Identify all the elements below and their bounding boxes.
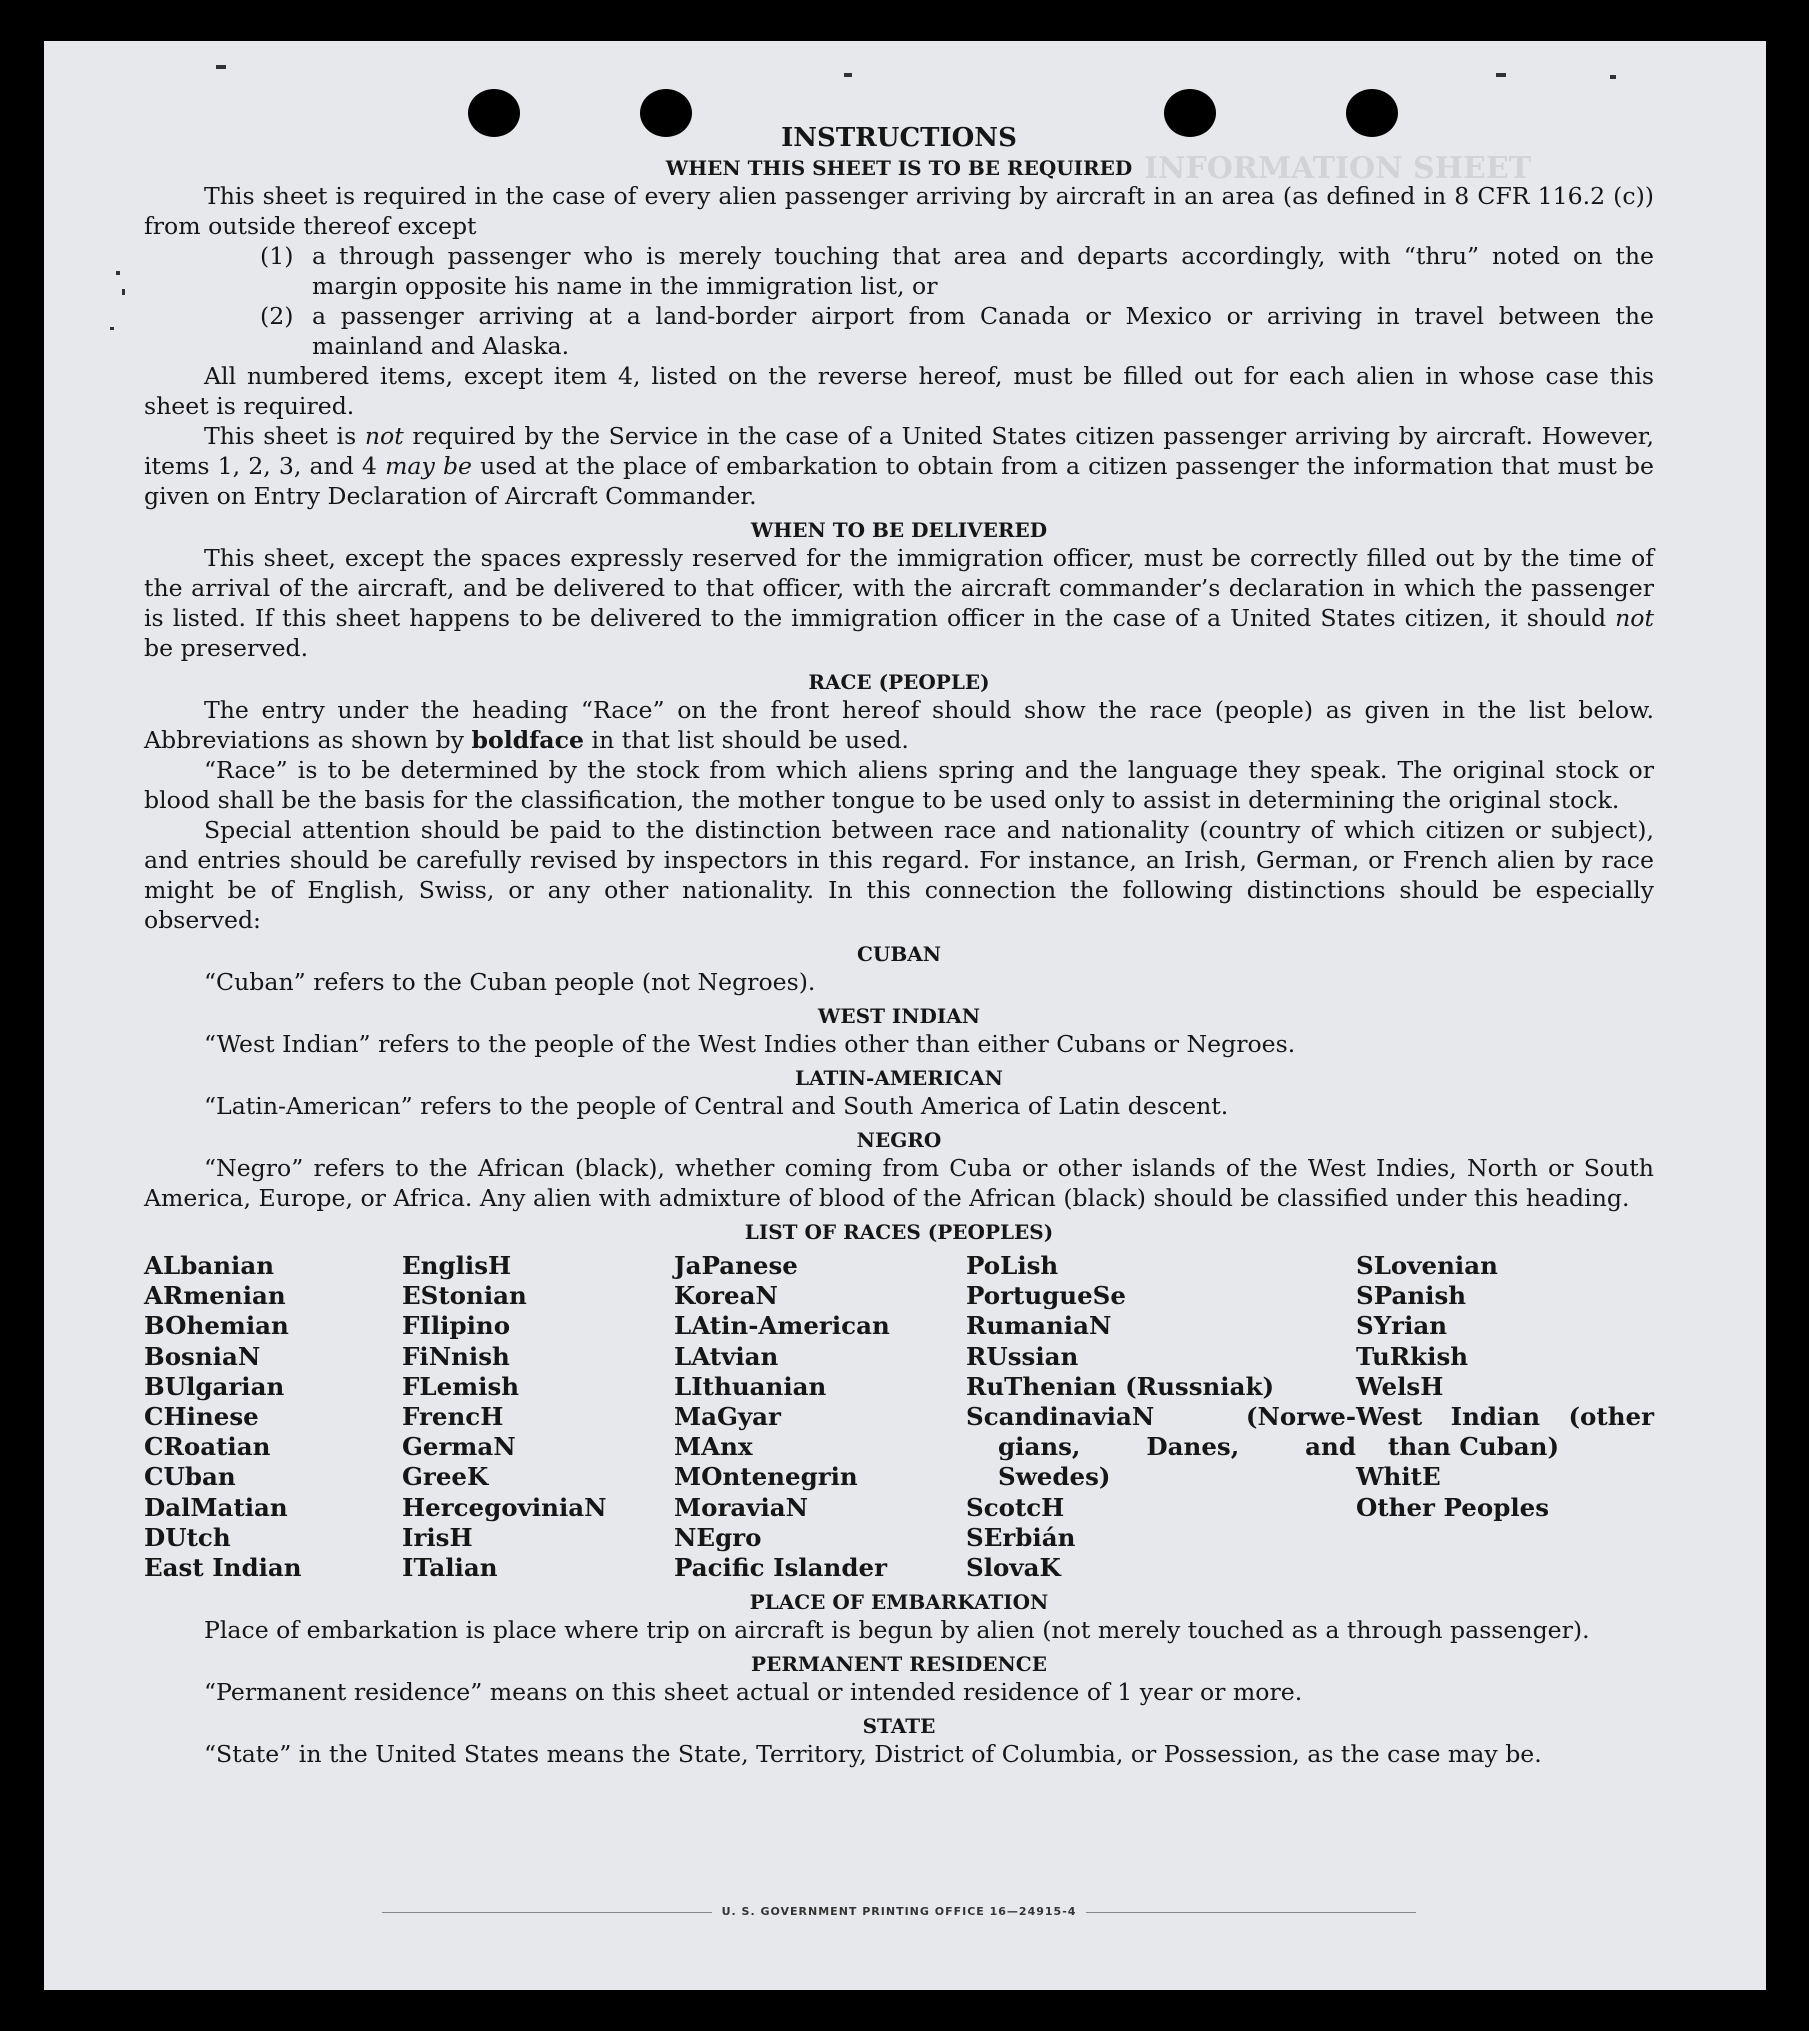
heading-latin-american: LATIN-AMERICAN (795, 1066, 1003, 1090)
paragraph: “State” in the United States means the State, Territory, District of Columbia, or Possession, as the case may be. (204, 1740, 1542, 1769)
race-entry: EStonian (402, 1281, 527, 1311)
races-column-5 (1356, 1251, 1654, 1583)
race-entry: FLemish (402, 1371, 520, 1401)
heading-race: RACE (PEOPLE) (808, 670, 990, 694)
race-entry: LIthuanian (674, 1371, 827, 1401)
race-entry: MoraviaN (674, 1492, 809, 1522)
race-entry: DUtch (144, 1522, 231, 1552)
race-entry: LAtvian (674, 1341, 779, 1371)
paragraph: This sheet is not required by the Service in the case of a United States citizen passenger arriving by aircraft. However, items 1, 2, 3, and 4 may be used at the place of embarkation to obtain from a citizen passenger the information that must be given on Entry Declaration of Aircraft Commander. (144, 422, 1654, 510)
paragraph: “Latin-American” refers to the people of Central and South America of Latin descent. (204, 1092, 1229, 1120)
paragraph: “Permanent residence” means on this sheet actual or intended residence of 1 year or more. (204, 1678, 1303, 1707)
race-entry: GreeK (402, 1462, 489, 1492)
race-entry: CHinese (144, 1402, 259, 1432)
race-entry: West Indian (other (1356, 1402, 1654, 1432)
heading-list-of-races: LIST OF RACES (PEOPLES) (744, 1220, 1054, 1244)
paragraph: “West Indian” refers to the people of the West Indies other than either Cubans or Negroes. (204, 1030, 1296, 1058)
race-entry: PoLish (966, 1251, 1059, 1280)
paragraph: This sheet is required in the case of every alien passenger arriving by aircraft in an area (as defined in 8 CFR 116.2 (c)) from outside thereof except (144, 182, 1654, 240)
paragraph: All numbered items, except item 4, listed on the reverse hereof, must be filled out for each alien in whose case this sheet is required. (144, 362, 1654, 420)
race-entry: IrisH (402, 1522, 473, 1552)
paragraph: “Negro” refers to the African (black), whether coming from Cuba or other islands of the West Indies, North or South America, Europe, or Africa. Any alien with admixture of blood of the African (black) should be classified under this heading. (144, 1154, 1654, 1212)
heading-place-of-embarkation: PLACE OF EMBARKATION (749, 1590, 1049, 1615)
race-entry: East Indian (144, 1553, 302, 1583)
race-entry-continued: than Cuban) (1388, 1432, 1560, 1462)
race-entry: Pacific Islander (674, 1553, 887, 1583)
speck (1496, 73, 1506, 77)
exception-item-1 (144, 241, 1654, 301)
race-entry: SPanish (1356, 1281, 1467, 1311)
paragraph: The entry under the heading “Race” on the front hereof should show the race (people) as given in the list below. Abbreviations as shown by boldface in that list should be used. (144, 696, 1654, 754)
race-entry: BosniaN (144, 1341, 261, 1371)
paragraph: Special attention should be paid to the distinction between race and nationality (country of which citizen or subject), and entries should be carefully revised by inspectors in this regard. For instance, an Irish, German, or French alien by race might be of English, Swiss, or any other nationality. In this connection the following distinctions should be especially observed: (144, 816, 1654, 934)
race-entry: FrencH (402, 1402, 504, 1432)
paragraph: “Race” is to be determined by the stock from which aliens spring and the language they speak. The original stock or blood shall be the basis for the classification, the mother tongue to be used only to assist in determining the original stock. (144, 756, 1654, 814)
race-entry: CUban (144, 1462, 236, 1492)
race-entry: GermaN (402, 1432, 516, 1462)
item-number: (2) (260, 302, 294, 330)
race-entry: MaGyar (674, 1402, 781, 1432)
item-number: (1) (260, 242, 294, 270)
heading-state: STATE (862, 1714, 936, 1739)
footer-rule (1086, 1912, 1416, 1913)
race-entry: WelsH (1356, 1371, 1444, 1401)
heading-when-delivered: WHEN TO BE DELIVERED (750, 518, 1048, 542)
race-entry: BUlgarian (144, 1371, 285, 1401)
item-text: a through passenger who is merely touching that area and departs accordingly, with “thru” noted on the margin opposite his name in the immigration list, or (312, 242, 1654, 300)
item-text: a passenger arriving at a land-border airport from Canada or Mexico or arriving in travel between the mainland and Alaska. (312, 302, 1654, 360)
speck (110, 327, 114, 330)
race-entry: FiNnish (402, 1341, 510, 1371)
race-entry: ARmenian (144, 1281, 286, 1311)
race-entry: LAtin-American (674, 1311, 890, 1341)
race-entry: CRoatian (144, 1432, 271, 1462)
race-entry: SErbián (966, 1522, 1076, 1552)
race-entry: RUssian (966, 1341, 1079, 1371)
race-entry: TuRkish (1356, 1341, 1469, 1371)
speck (116, 271, 120, 275)
race-entry: EnglisH (402, 1251, 512, 1280)
races-list (144, 1251, 1654, 1583)
race-entry: BOhemian (144, 1311, 289, 1341)
race-entry: SYrian (1356, 1311, 1448, 1341)
races-column-4 (966, 1251, 1356, 1583)
race-entry: Other Peoples (1356, 1492, 1550, 1522)
heading-when-required: WHEN THIS SHEET IS TO BE REQUIRED (665, 156, 1133, 180)
race-entry-continued: Swedes) (998, 1462, 1111, 1492)
heading-west-indian: WEST INDIAN (817, 1004, 981, 1028)
speck (1610, 75, 1616, 79)
paragraph: This sheet, except the spaces expressly reserved for the immigration officer, must be correctly filled out by the time of the arrival of the aircraft, and be delivered to that officer, with the aircraft commander’s declaration in which the passenger is listed. If this sheet happens to be delivered to the immigration officer in the case of a United States citizen, it should not be preserved. (144, 544, 1654, 662)
speck (216, 65, 226, 69)
document-sheet (44, 41, 1766, 1990)
page-title: INSTRUCTIONS (781, 123, 1017, 153)
race-entry: ScotcH (966, 1492, 1065, 1522)
race-entry: ScandinaviaN (Norwe- (966, 1402, 1356, 1432)
heading-negro: NEGRO (856, 1128, 942, 1152)
speck (122, 289, 125, 295)
race-entry: RuThenian (Russniak) (966, 1371, 1275, 1401)
footer-rule (382, 1912, 712, 1913)
races-column-2 (402, 1251, 674, 1583)
exception-item-2 (144, 301, 1654, 361)
races-column-1 (144, 1251, 402, 1583)
speck (844, 73, 852, 77)
race-entry: WhitE (1356, 1462, 1441, 1492)
race-entry: ALbanian (144, 1251, 275, 1280)
race-entry: ITalian (402, 1553, 498, 1583)
heading-permanent-residence: PERMANENT RESIDENCE (751, 1652, 1047, 1677)
printing-office-footer (144, 1905, 1654, 1918)
race-entry: FIlipino (402, 1311, 511, 1341)
instructions-body (144, 121, 1654, 1769)
race-entry: SLovenian (1356, 1251, 1498, 1280)
race-entry: JaPanese (674, 1251, 798, 1280)
heading-cuban: CUBAN (856, 942, 942, 966)
race-entry: DalMatian (144, 1492, 288, 1522)
race-entry: MOntenegrin (674, 1462, 858, 1492)
footer-text: U. S. GOVERNMENT PRINTING OFFICE 16—24915-4 (721, 1905, 1077, 1918)
race-entry: RumaniaN (966, 1311, 1112, 1341)
races-column-3 (674, 1251, 966, 1583)
race-entry: KoreaN (674, 1281, 778, 1311)
race-entry: NEgro (674, 1522, 762, 1552)
bleed-through-text: INFORMATION SHEET (1144, 151, 1532, 186)
race-entry-continued: gians, Danes, and (998, 1432, 1356, 1462)
race-entry: HercegoviniaN (402, 1492, 607, 1522)
race-entry: SlovaK (966, 1553, 1061, 1583)
race-entry: PortugueSe (966, 1281, 1126, 1311)
race-entry: MAnx (674, 1432, 753, 1462)
paragraph: Place of embarkation is place where trip on aircraft is begun by alien (not merely touched as a through passenger). (204, 1616, 1590, 1645)
paragraph: “Cuban” refers to the Cuban people (not Negroes). (204, 968, 816, 996)
